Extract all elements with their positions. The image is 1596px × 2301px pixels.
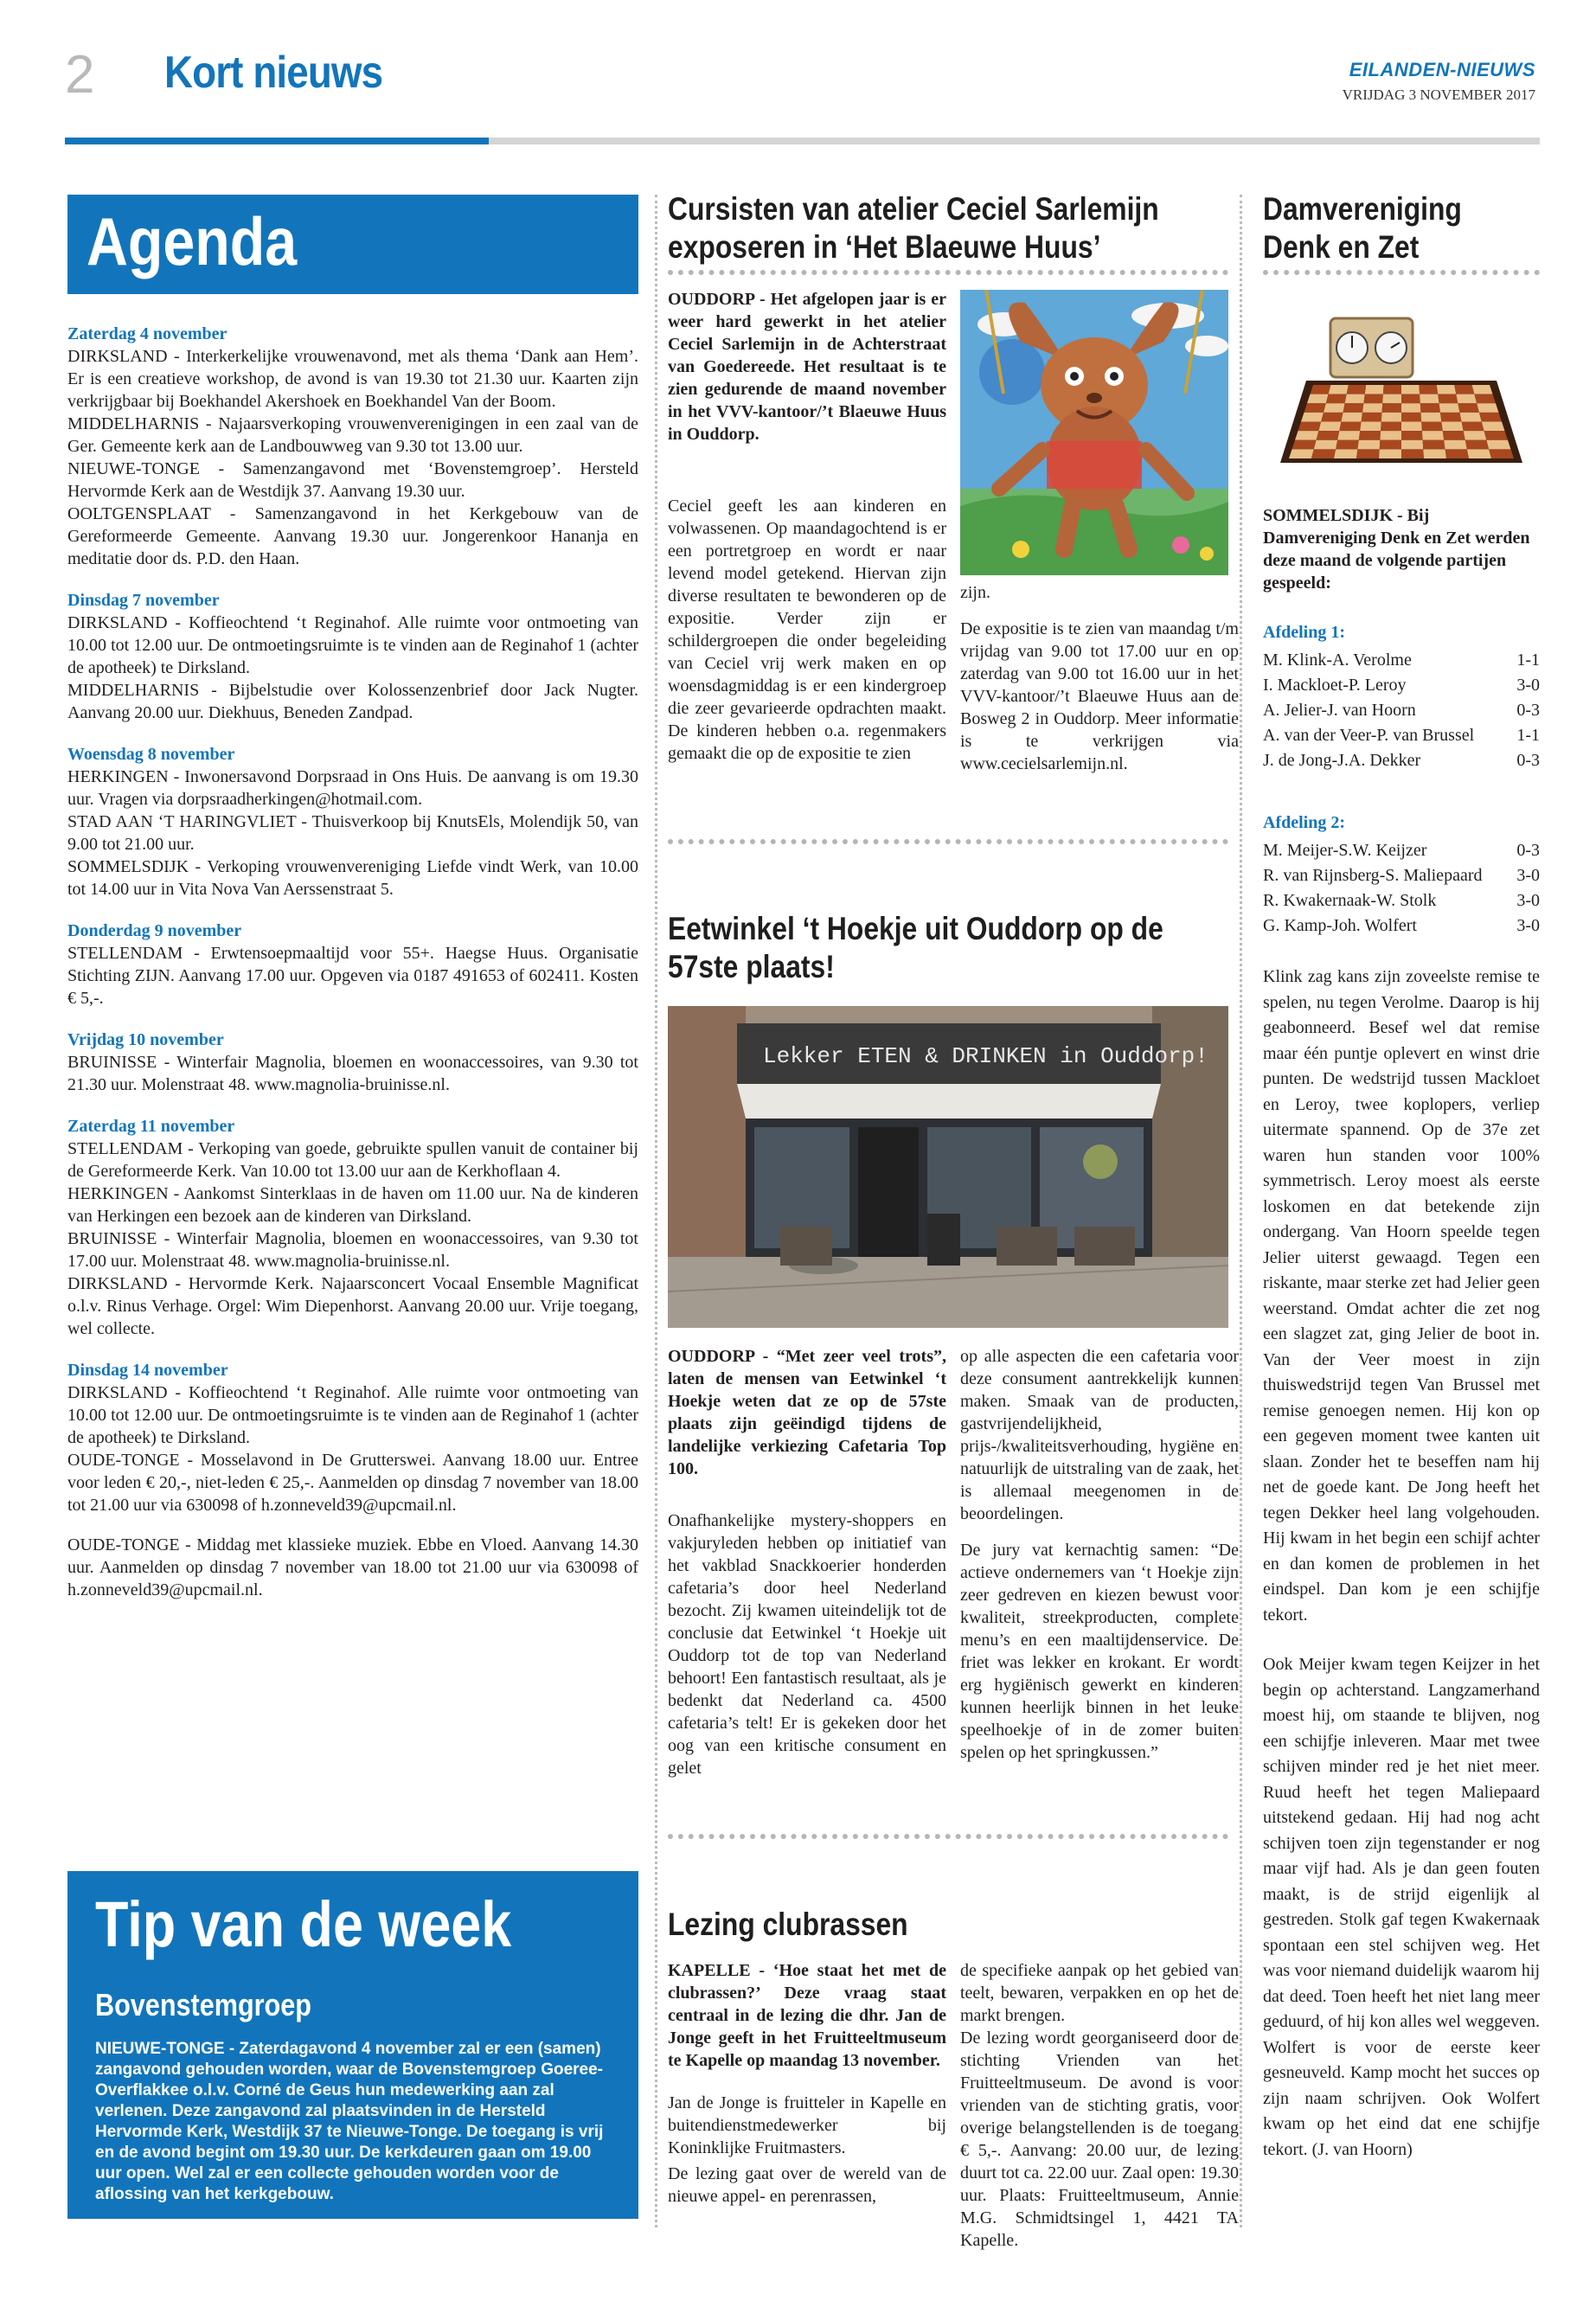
board-square — [1401, 413, 1421, 422]
atelier-body-left: Ceciel geeft les aan kinderen en volwassenen. Op maandagochtend is er een portretgroep en wordt er naar levend model getekend. Hiervan zijn diverse resultaten te bewonderen op de expositie. Verder zijn er schildergroepen die onder begeleiding van Ceciel vrij werk maken en op woensdagmiddag is er een kindergroep die zeer gevarieerde opdrachten maakt. De kinderen hebben o.a. regenmakers gemaakt die op de expositie te zien — [668, 497, 946, 763]
agenda-item: MIDDELHARNIS - Najaarsverkoping vrouwenverenigingen in een zaal van de Ger. Gemeente kerk aan de Landbouwweg van 9.30 tot 13.00 uur. — [67, 414, 638, 456]
board-square — [1339, 422, 1361, 432]
headline-divider — [1263, 270, 1540, 275]
masthead-logo: EILANDEN-NIEUWS — [1349, 59, 1535, 80]
board-square — [1382, 403, 1402, 413]
dam-board-image — [1263, 303, 1540, 476]
lezing-lead: KAPELLE - ‘Hoe staat het met de clubrassen?’ Deze vraag staat centraal in de lezing die dhr. Jan de Jonge geeft in het Fruitteeltmuseum te Kapelle op maandag 13 november. — [668, 1961, 946, 2070]
header-rule — [489, 138, 1540, 144]
lezing-paragraph: De lezing wordt georganiseerd door de stichting Vrienden van het Fruitteeltmuseum. De avond is voor vrienden van de stichting gratis, voor overige belangstellenden is de toegang € 5,-. Aanvang: 20.00 uur, de lezing duurt tot ca. 22.00 uur. Zaal open: 19.30 uur. Plaats: Fruitteeltmuseum, Annie M.G. Schmidtsingel 1, 4421 TA Kapelle. — [960, 2029, 1239, 2250]
tip-title: Tip van de week — [95, 1888, 512, 1960]
agenda-item: OUDE-TONGE - Mosselavond in De Grutterswei. Aanvang 18.00 uur. Entree voor leden € 20,-, niet-leden € 25,-. Aanmelden op dinsdag 7 november van 18.00 tot 21.00 uur via 630098 of h.zonneveld39@upcmail.nl. — [67, 1451, 638, 1515]
board-square — [1460, 413, 1482, 422]
board-square — [1337, 431, 1360, 440]
board-square — [1467, 449, 1491, 458]
board-square — [1334, 449, 1357, 458]
board-square — [1401, 422, 1422, 432]
board-square — [1421, 413, 1442, 422]
score: 3-0 — [1516, 916, 1540, 935]
result-row — [1263, 723, 1540, 748]
board-square — [1421, 422, 1443, 432]
board-square — [1401, 440, 1423, 450]
board-square — [1437, 385, 1457, 394]
agenda-item: BRUINISSE - Winterfair Magnolia, bloemen en woonaccessoires, van 9.30 tot 17.00 uur. Molenstraat 48. www.magnolia-bruinisse.nl. — [67, 1229, 638, 1271]
lezing-body-left — [668, 2092, 946, 2221]
board-square — [1380, 440, 1401, 450]
board-square — [1381, 422, 1401, 432]
score: 3-0 — [1516, 676, 1540, 695]
article-divider — [668, 839, 1228, 844]
board-square — [1422, 431, 1444, 440]
dam-lead: SOMMELSDIJK - Bij Damvereniging Denk en Zet werden deze maand de volgende partijen gespeeld: — [1263, 506, 1530, 593]
board-square — [1477, 403, 1498, 413]
board-square — [1382, 394, 1401, 404]
board-square — [1329, 385, 1349, 394]
board-square — [1343, 403, 1364, 413]
lezing-body-right — [960, 1959, 1239, 2266]
dam-body — [1263, 965, 1540, 2176]
agenda-item: STELLENDAM - Verkoping van goede, gebruikte spullen vanuit de container bij de Gereformeerde Kerk. Van 10.00 tot 13.00 uur aan de Kerkhoflaan 4. — [67, 1139, 638, 1181]
eetwinkel-body-left: Onafhankelijke mystery-shoppers en vakjuryleden hebben op initiatief van het vakblad Snackkoerier honderden cafetaria’s door heel Nederland bezocht. Zij kwamen uiteindelijk tot de conclusie dat Eetwinkel ‘t Hoekje uit Ouddorp tot de top van Nederland behoort! Een fantastisch resultaat, als je bedenkt dat Nederland ca. 4500 cafetaria’s telt! Er is gekeken door het oog van een kritische consument en gelet — [668, 1511, 946, 1778]
agenda-item: BRUINISSE - Winterfair Magnolia, bloemen en woonaccessoires, van 9.30 tot 21.30 uur. Molenstraat 48. www.magnolia-bruinisse.nl. — [67, 1053, 638, 1094]
board-square — [1365, 385, 1384, 394]
board-square — [1324, 403, 1345, 413]
board-square — [1440, 413, 1462, 422]
board-square — [1464, 431, 1487, 440]
agenda-item: STAD AAN ‘T HARINGVLIET - Thuisverkoop bij KnutsEls, Molendijk 50, van 9.00 tot 21.00 uur. — [67, 812, 638, 854]
agenda-day-heading: Dinsdag 14 november — [67, 1361, 228, 1380]
atelier-paragraph: De expositie is te zien van maandag t/m vrijdag van 9.00 tot 17.00 uur en op zaterdag van 9.00 tot 16.00 uur in het VVV-kantoor/’t Blaeuwe Huus aan de Bosweg 2 in Ouddorp. Meer informatie is te verkrijgen via www.cecielsarlemijn.nl. — [960, 619, 1239, 773]
result-row — [1263, 913, 1540, 939]
board-square — [1419, 385, 1438, 394]
dam-paragraph: Ook Meijer kwam tegen Keijzer in het begin op achterstand. Langzamerhand moest hij, om staande te blijven, nog een schijfje inleveren. Maar met twee schijven minder red je het niet meer. Ruud heeft het tegen Maliepaard uitstekend gedaan. Hij had nog acht schijven toen zijn tegenstander er nog maar vijf had. Als je dan geen fouten maakt, is de strijd eigenlijk al gestreden. Stolk gaf tegen Kwakernaak spontaan een stel schijven weg. Het was voor niemand duidelijk waarom hij dat deed. Toen heeft het niet lang meer geduurd, of hij kon alles wel weggeven. Wolfert is voor de eerste keer gesneuveld. Kamp mocht het succes op zijn naam schrijven. Ook Wolfert kwam op het eind dat ene schijfje tekort. (J. van Hoorn) — [1263, 1655, 1540, 2159]
tip-subtitle: Bovenstemgroep — [95, 1987, 311, 2022]
agenda-item: SOMMELSDIJK - Verkoping vrouwenvereniging Liefde vindt Werk, van 10.00 tot 14.00 uur in Vita Nova Van Aerssenstraat 5. — [67, 857, 638, 899]
players: R. van Rijnsberg-S. Maliepaard — [1263, 866, 1483, 885]
agenda-day-heading: Zaterdag 11 november — [67, 1117, 235, 1136]
atelier-painting-image — [960, 290, 1228, 575]
dam-headline: Damvereniging Denk en Zet — [1263, 191, 1462, 266]
atelier-paragraph: zijn. — [960, 583, 990, 602]
board-square — [1443, 431, 1465, 440]
agenda-item: HERKINGEN - Aankomst Sinterklaas in de haven om 11.00 uur. Na de kinderen van Herkingen een bezoek aan de kinderen van Dirksland. — [67, 1184, 638, 1226]
board-square — [1383, 385, 1401, 394]
board-square — [1336, 440, 1359, 450]
board-square — [1420, 403, 1440, 413]
board-square — [1401, 403, 1421, 413]
board-square — [1401, 449, 1424, 458]
agenda-item: STELLENDAM - Erwtensoepmaaltijd voor 55+. Haegse Huus. Organisatie Stichting ZIJN. Aanvang 17.00 uur. Opgeven via 0187 491653 of 602411. Kosten € 5,-. — [67, 944, 638, 1008]
atelier-headline: Cursisten van atelier Ceciel Sarlemijn exposeren in ‘Het Blaeuwe Huus’ — [668, 191, 1159, 266]
players: I. Mackloet-P. Leroy — [1263, 676, 1407, 695]
dam-afdeling-1 — [1263, 623, 1540, 773]
board-square — [1401, 431, 1423, 440]
board-square — [1357, 440, 1380, 450]
agenda-item: OOLTGENSPLAAT - Samenzangavond in het Kerkgebouw van de Gereformeerde Gemeente. Aanvang 19.30 uur. Jongerenkoor Hananja en meditatie door ds. P.D. den Haan. — [67, 504, 638, 568]
board-square — [1482, 422, 1505, 432]
agenda-day-heading: Dinsdag 7 november — [67, 591, 220, 610]
agenda-item: DIRKSLAND - Koffieochtend ‘t Reginahof. Alle ruimte voor ontmoeting van 10.00 tot 12.00 uur. De ontmoetingsruimte is te vinden aan de Reginahof 1 (achter de apotheek) te Dirksland. — [67, 1383, 638, 1447]
section-title: Kort nieuws — [164, 48, 383, 98]
agenda-item: DIRKSLAND - Hervormde Kerk. Najaarsconcert Vocaal Ensemble Magnificat o.l.v. Rinus Verhage. Orgel: Wim Diepenhorst. Aanvang 20.00 uur. Vrije toegang, wel collecte. — [67, 1274, 638, 1338]
board-square — [1438, 394, 1458, 404]
article-divider — [668, 1834, 1228, 1839]
board-square — [1362, 403, 1382, 413]
board-square — [1458, 403, 1479, 413]
board-square — [1380, 431, 1401, 440]
agenda-title: Agenda — [87, 203, 298, 279]
results-table — [1263, 838, 1540, 939]
score: 0-3 — [1516, 751, 1540, 770]
agenda-item: MIDDELHARNIS - Bijbelstudie over Kolossenzenbrief door Jack Nugter. Aanvang 20.00 uur. Diekhuus, Beneden Zandpad. — [67, 681, 638, 722]
result-row — [1263, 698, 1540, 723]
lezing-headline: Lezing clubrassen — [668, 1907, 908, 1942]
headline-divider — [668, 270, 1228, 275]
board-square — [1317, 431, 1340, 440]
board-square — [1462, 422, 1484, 432]
shop-sign-text: Lekker ETEN & DRINKEN in Ouddorp! — [763, 1043, 1208, 1069]
score: 1-1 — [1516, 726, 1540, 745]
board-square — [1363, 394, 1383, 404]
board-square — [1479, 413, 1502, 422]
page-number: 2 — [65, 45, 95, 105]
board-square — [1318, 422, 1341, 432]
board-square — [1307, 394, 1329, 404]
players: R. Kwakernaak-W. Stolk — [1263, 891, 1437, 910]
eetwinkel-paragraph: op alle aspecten die een cafetaria voor deze consument aantrekkelijk kunnen maken. Smaak van de producten, gastvrijendelijkheid, prijs-/kwaliteitsverhouding, hygiëne en natuurlijk de uitstraling van de zaak, het is allemaal meegenomen in de beoordelingen. — [960, 1347, 1239, 1523]
eetwinkel-photo-image — [668, 1006, 1228, 1328]
board-square — [1298, 422, 1322, 432]
board-square — [1311, 449, 1336, 458]
players: G. Kamp-Joh. Wolfert — [1263, 916, 1417, 935]
players: A. Jelier-J. van Hoorn — [1263, 701, 1416, 720]
board-square — [1423, 449, 1446, 458]
result-row — [1263, 888, 1540, 913]
eetwinkel-paragraph: De jury vat kernachtig samen: “De actieve ondernemers van ‘t Hoekje zijn zeer gedreven en kiezen bewust voor kwaliteit, streekproducten, complete menu’s en een maaltijdenservice. De friet was lekker en krokant. Er wordt erg hygiënisch gewerkt en kinderen kunnen heerlijk binnen in het leuke speelhoekje of in de zomer buiten spelen op het springkussen.” — [960, 1541, 1239, 1762]
agenda-day-heading: Donderdag 9 november — [67, 921, 242, 940]
board-square — [1301, 413, 1324, 422]
board-square — [1362, 413, 1382, 422]
lezing-paragraph: Jan de Jonge is fruitteler in Kapelle en buitendienstmedewerker bij Koninklijke Fruitmasters. — [668, 2093, 946, 2157]
tip-text: NIEUWE-TONGE - Zaterdagavond 4 november zal er een (samen) zangavond gehouden worden, waar de Bovenstemgroep Goeree-Overflakkee o.l.v. Corné de Geus hun medewerking aan zal verlenen. Deze zangavond zal plaatsvinden in de Hersteld Hervormde Kerk, Westdijk 37 te Nieuwe-Tonge. De toegang is vrij en de avond begint om 19.30 uur. De kerkdeuren gaan om 19.00 uur open. Wel zal er een collecte gehouden worden voor de aflossing van het kerkgebouw. — [95, 2040, 604, 2203]
board-square — [1292, 440, 1317, 450]
atelier-body-right — [960, 581, 1239, 789]
board-square — [1341, 413, 1362, 422]
board-square — [1441, 422, 1463, 432]
score: 3-0 — [1516, 866, 1540, 885]
board-square — [1486, 440, 1510, 450]
column-divider — [655, 195, 657, 2227]
results-table — [1263, 648, 1540, 773]
score: 0-3 — [1516, 841, 1540, 860]
dam-afdeling-2 — [1263, 813, 1540, 939]
agenda-item: OUDE-TONGE - Middag met klassieke muziek. Ebbe en Vloed. Aanvang 14.30 uur. Aanmelden op dinsdag 7 november van 18.00 tot 21.00 uur via 630098 of h.zonneveld39@upcmail.nl. — [67, 1535, 638, 1599]
board-square — [1472, 385, 1493, 394]
board-square — [1360, 422, 1381, 432]
board-square — [1445, 449, 1469, 458]
players: M. Meijer-S.W. Keijzer — [1263, 841, 1427, 860]
board-square — [1420, 394, 1439, 404]
lezing-paragraph: De lezing gaat over de wereld van de nieuwe appel- en perenrassen, — [668, 2164, 946, 2206]
board-square — [1423, 440, 1445, 450]
score: 0-3 — [1516, 701, 1540, 720]
board-square — [1311, 385, 1331, 394]
board-square — [1444, 440, 1467, 450]
players: J. de Jong-J.A. Dekker — [1263, 751, 1421, 770]
agenda-day-heading: Zaterdag 4 november — [67, 324, 228, 343]
board-square — [1401, 394, 1420, 404]
eetwinkel-lead: OUDDORP - “Met zeer veel trots”, laten de mensen van Eetwinkel ‘t Hoekje weten dat ze op de 57ste plaats zijn geëindigd tijdens de landelijke verkiezing Cafetaria Top 100. — [668, 1347, 946, 1478]
afdeling-title: Afdeling 1: — [1263, 623, 1345, 642]
agenda-list — [67, 323, 638, 1601]
header-rule-accent — [65, 138, 489, 144]
result-row — [1263, 648, 1540, 673]
lezing-paragraph: de specifieke aanpak op het gebied van teelt, bewaren, verpakken en op het de markt brengen. — [960, 1961, 1239, 2025]
board-square — [1379, 449, 1401, 458]
board-square — [1289, 449, 1314, 458]
board-square — [1304, 403, 1326, 413]
result-row — [1263, 838, 1540, 863]
board-square — [1465, 440, 1489, 450]
atelier-lead: OUDDORP - Het afgelopen jaar is er weer hard gewerkt in het atelier Ceciel Sarlemijn in de Achterstraat van Goedereede. Het resultaat is te zien gedurende de maand november in het VVV-kantoor/’t Blaeuwe Huus in Ouddorp. — [668, 290, 946, 444]
afdeling-title: Afdeling 2: — [1263, 813, 1345, 832]
agenda-item: NIEUWE-TONGE - Samenzangavond met ‘Bovenstemgroep’. Hersteld Hervormde Kerk aan de Westdijk 37. Aanvang 19.30 uur. — [67, 459, 638, 501]
players: A. van der Veer-P. van Brussel — [1263, 726, 1475, 745]
board-square — [1489, 449, 1514, 458]
players: M. Klink-A. Verolme — [1263, 651, 1412, 670]
score: 3-0 — [1516, 891, 1540, 910]
issue-date: VRIJDAG 3 NOVEMBER 2017 — [1342, 87, 1535, 103]
agenda-item: DIRKSLAND - Koffieochtend ‘t Reginahof. Alle ruimte voor ontmoeting van 10.00 tot 12.00 uur. De ontmoetingsruimte is te vinden aan de Reginahof 1 (achter de apotheek) te Dirksland. — [67, 613, 638, 677]
agenda-item: DIRKSLAND - Interkerkelijke vrouwenavond, met als thema ‘Dank aan Hem’. Er is een creatieve workshop, de avond is van 19.30 tot 21.30 uur. Kaarten zijn verkrijgbaar bij Boekhandel Akershoek en Boekhandel Van der Boom. — [67, 347, 638, 411]
result-row — [1263, 673, 1540, 698]
result-row — [1263, 863, 1540, 888]
dam-paragraph: Klink zag kans zijn zoveelste remise te spelen, nu tegen Verolme. Daarop is hij geabonneerd. Besef wel dat remise maar één puntje oplevert en winst drie punten. De wedstrijd tussen Mackloet en Leroy, twee koplopers, verliep uitermate spannend. Op de 37e zet waren hun standen voor 100% symmetrisch. Leroy moest als eerste loskomen en dat betekende zijn ondergang. Van Hoorn speelde tegen Jelier uiterst gewaagd. Tegen een riskante, maar sterke zet had Jelier geen weerstand. Omdat achter die zet nog een slagzet zat, ging Jelier de boot in. Van der Veer moest in zijn thuiswedstrijd tegen Van Brussel met remise genoegen nemen. Hij kon op een gegeven moment twee kanten uit slaan. Zonder het te beseffen nam hij net de goede kant. De Jong heeft het tegen Dekker heel lang volgehouden. Hij kwam in het begin een schijf achter en dan komen de problemen in het eindspel. Dan kom je een schijfje tekort. — [1263, 967, 1540, 1625]
board-square — [1474, 394, 1496, 404]
board-square — [1295, 431, 1318, 440]
board-square — [1456, 394, 1477, 404]
agenda-day-heading: Vrijdag 10 november — [67, 1030, 224, 1049]
result-row — [1263, 748, 1540, 773]
agenda-item: HERKINGEN - Inwonersavond Dorpsraad in Ons Huis. De aanvang is om 19.30 uur. Vragen via dorpsraadherkingen@hotmail.com. — [67, 767, 638, 809]
board-square — [1401, 385, 1420, 394]
board-square — [1359, 431, 1381, 440]
board-square — [1484, 431, 1508, 440]
board-square — [1356, 449, 1380, 458]
board-square — [1314, 440, 1337, 450]
agenda-item — [67, 1516, 638, 1534]
agenda-day-heading: Woensdag 8 november — [67, 745, 235, 764]
eetwinkel-body-right — [960, 1345, 1239, 1778]
board-square — [1454, 385, 1474, 394]
board-square — [1345, 394, 1365, 404]
board-square — [1321, 413, 1343, 422]
column-divider — [1240, 195, 1242, 2227]
board-square — [1326, 394, 1347, 404]
score: 1-1 — [1516, 651, 1540, 670]
board-square — [1381, 413, 1401, 422]
eetwinkel-headline: Eetwinkel ‘t Hoekje uit Ouddorp op de 57ste plaats! — [668, 911, 1163, 985]
board-square — [1347, 385, 1367, 394]
board-square — [1439, 403, 1460, 413]
